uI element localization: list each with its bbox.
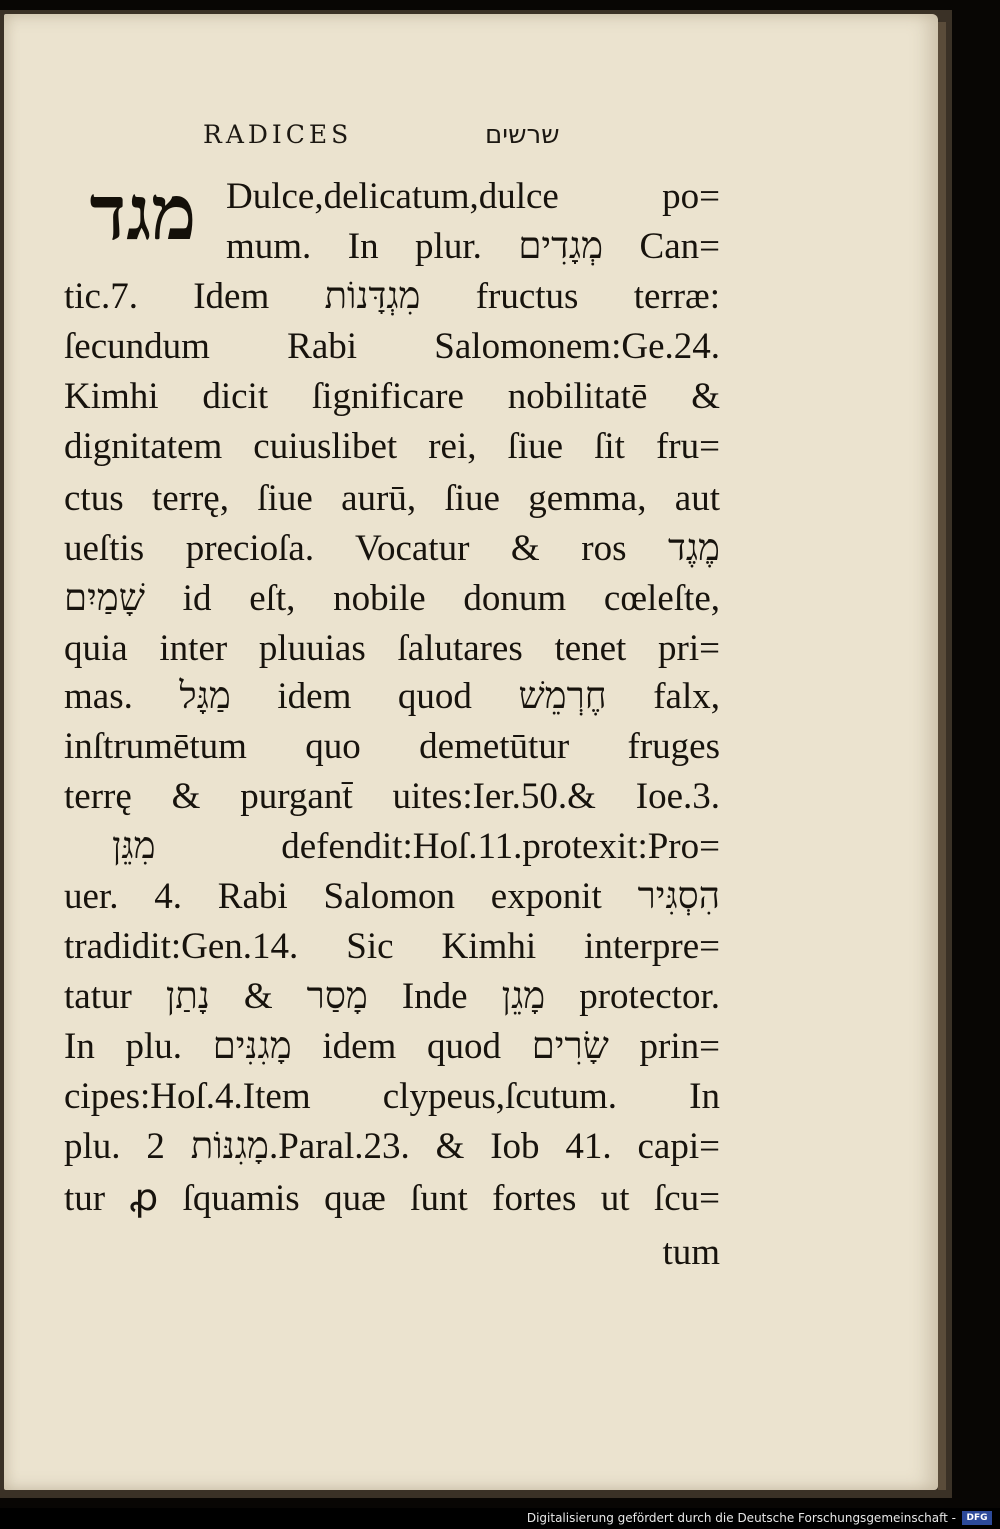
text-line: ſecundum Rabi Salomonem:Ge.24. [64, 326, 720, 367]
running-header [203, 120, 603, 160]
text-line: In plu. מָגִנִּים idem quod שָׂרִים prin= [64, 1026, 721, 1067]
catchword: tum [662, 1232, 720, 1273]
text-line: inſtrumētum quo demetūtur fruges [64, 726, 720, 767]
digitization-footer [0, 1508, 1000, 1529]
text-line: mas. מַגָּל idem quod חֶרְמֵשׁ falx, [64, 676, 721, 717]
text-line: Kimhi dicit ſignificare nobilitatē & [64, 376, 720, 417]
running-head-latin: RADICES [203, 120, 353, 149]
footer-credit: Digitalisierung gefördert durch die Deutsche Forschungsgemeinschaft - [526, 1511, 956, 1525]
text-line: cipes:Hoſ.4.Item clypeus,ſcutum. In [64, 1076, 720, 1117]
text-line: tic.7. Idem מִגְדָּנוֹת fructus terræ: [64, 276, 720, 317]
text-line: שָׁמַיִם id eſt, nobile donum cœleſte, [64, 578, 720, 619]
text-line: mum. In plur. מְגָדִים Can= [226, 226, 720, 267]
text-line: ctus terrę, ſiue aurū, ſiue gemma, aut [64, 478, 720, 519]
text-line: Dulce,delicatum,dulce po= [226, 176, 720, 217]
text-line: tatur מָסַר & נָתַן Inde מָגֵן protector. [64, 976, 720, 1017]
dfg-logo: DFG [962, 1511, 992, 1525]
text-line: quia inter pluuias ſalutares tenet pri= [64, 628, 720, 669]
running-head-hebrew: שרשים [485, 120, 560, 150]
text-line: מִגֵּן defendit:Hoſ.11.protexit:Pro= [112, 826, 720, 867]
text-line: uer. 4. Rabi Salomon exponit הִסְגִּיר [64, 876, 720, 917]
text-line: plu. מָגִנּוֹת 2.Paral.23. & Iob 41. capi= [64, 1126, 721, 1167]
text-line: ueſtis precioſa. Vocatur & ros מֶגֶד [64, 528, 720, 569]
text-line: tur ꝓ ſquamis quæ ſunt fortes ut ſcu= [64, 1178, 720, 1219]
text-line: dignitatem cuiuslibet rei, ſiue ſit fru= [64, 426, 720, 467]
entry-headword: מגד [89, 168, 197, 257]
page-edge [938, 22, 946, 1490]
text-line: terrę & purgant̄ uites:Ier.50.& Ioe.3. [64, 776, 720, 817]
text-line: tradidit:Gen.14. Sic Kimhi interpre= [64, 926, 720, 967]
